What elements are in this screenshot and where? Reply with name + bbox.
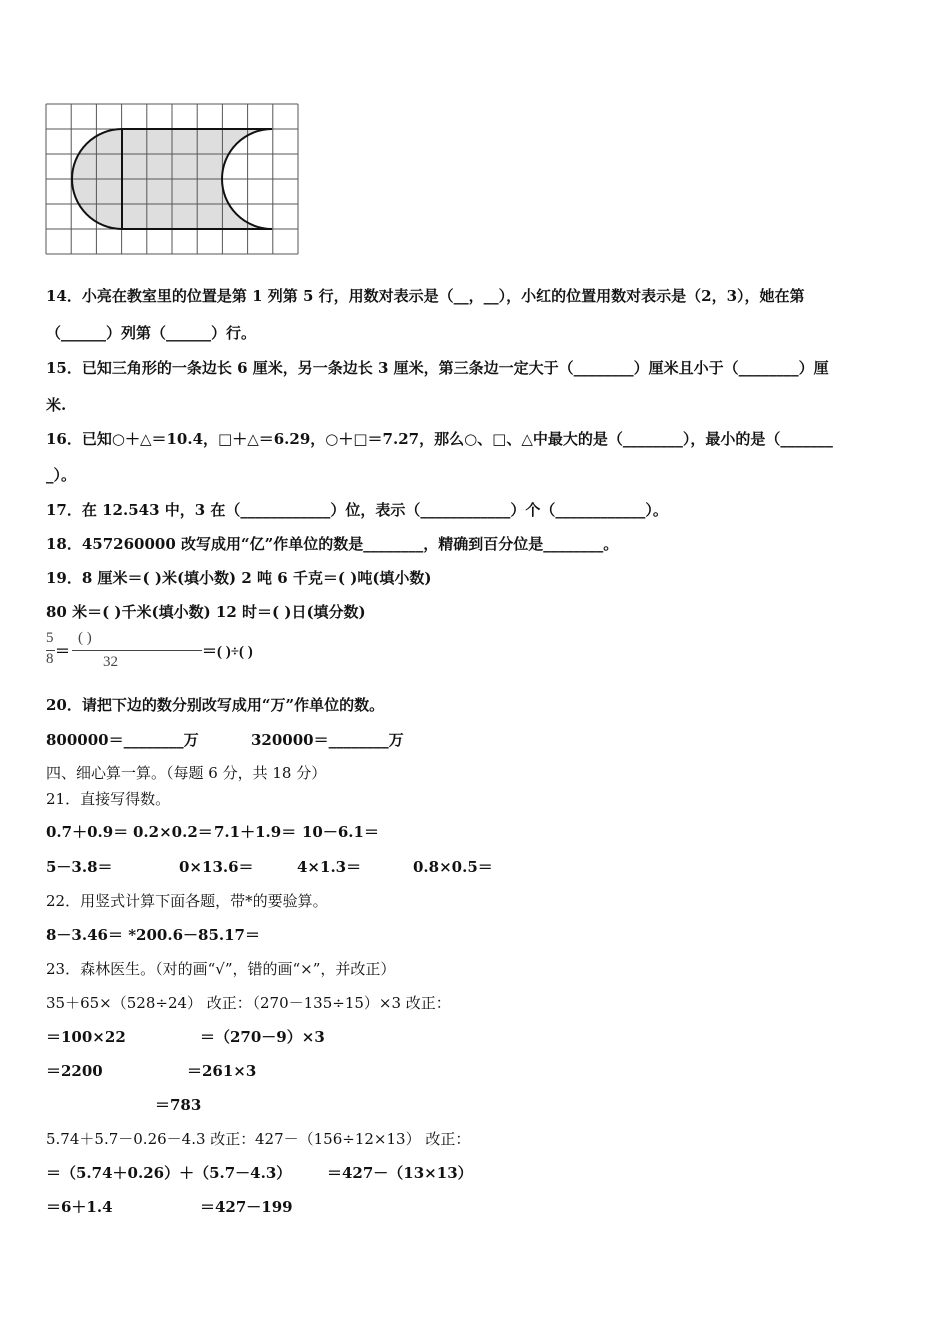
equals-sign: ＝ — [55, 644, 71, 660]
q14-line2: （______）列第（______）行。 — [46, 324, 257, 342]
q21-r2c1: 5－3.8＝ — [46, 858, 113, 876]
q16-line2: _）。 — [46, 466, 77, 484]
frac-denominator: 8 — [46, 651, 54, 667]
q23-c3: ＝6＋1.4 — [46, 1198, 113, 1216]
denominator-32: 32 — [103, 654, 118, 670]
q23-a1: 35＋65×（528÷24） 改正： — [46, 994, 252, 1012]
q18: 18．457260000 改写成用“亿”作单位的数是________，精确到百分位是________。 — [46, 535, 619, 553]
q21-r2c2: 0×13.6＝ — [179, 858, 254, 876]
q23-d1: 427－（156÷12×13） 改正： — [255, 1130, 471, 1148]
q19-line1: 19．8 厘米＝( )米(填小数) 2 吨 6 千克＝( )吨(填小数) — [46, 569, 432, 587]
q17: 17．在 12.543 中，3 在（____________）位，表示（____________）个（____________）。 — [46, 501, 668, 519]
q21-r1c4: 10－6.1＝ — [302, 823, 379, 841]
q21-r1c3: 7.1＋1.9＝ — [214, 823, 297, 841]
q16-line1: 16．已知○＋△＝10.4，□＋△＝6.29，○＋□＝7.27，那么○、□、△中最大的是（________），最小的是（_______ — [46, 430, 833, 448]
q15-line1: 15．已知三角形的一条边长 6 厘米，另一条边长 3 厘米，第三条边一定大于（________）厘米且小于（________）厘 — [46, 359, 829, 377]
q22-title: 22．用竖式计算下面各题，带*的要验算。 — [46, 892, 328, 910]
q23-d3: ＝427－199 — [200, 1198, 293, 1216]
frac-bar-2 — [72, 650, 202, 651]
q23-a2: ＝100×22 — [46, 1028, 126, 1046]
section4-heading: 四、细心算一算。（每题 6 分，共 18 分） — [46, 764, 327, 782]
q20-line1: 20．请把下边的数分别改写成用“万”作单位的数。 — [46, 696, 385, 714]
q23-c2: ＝（5.74＋0.26）＋（5.7－4.3） — [46, 1164, 292, 1182]
blank-numerator: ( ) — [78, 630, 92, 646]
q15-line2: 米. — [46, 396, 67, 414]
q22-items: 8－3.46＝ *200.6－85.17＝ — [46, 926, 260, 944]
division-tail: ＝( )÷( ) — [202, 644, 253, 660]
q21-title: 21．直接写得数。 — [46, 790, 171, 808]
grid-figure — [45, 103, 301, 258]
q21-r2c4: 0.8×0.5＝ — [413, 858, 493, 876]
q23-b3: ＝261×3 — [187, 1062, 257, 1080]
q20-item1: 800000＝________万 — [46, 731, 199, 749]
q21-r1c1: 0.7＋0.9＝ — [46, 823, 129, 841]
frac-numerator: 5 — [46, 630, 54, 646]
q21-r2c3: 4×1.3＝ — [297, 858, 362, 876]
q23-b2: ＝（270－9）×3 — [200, 1028, 325, 1046]
q23-c1: 5.74＋5.7－0.26－4.3 改正： — [46, 1130, 256, 1148]
q20-item2: 320000＝________万 — [251, 731, 404, 749]
q23-title: 23．森林医生。（对的画“√”，错的画“×”，并改正） — [46, 960, 396, 978]
q19-line2: 80 米＝( )千米(填小数) 12 时＝( )日(填分数) — [46, 603, 366, 621]
q21-r1c2: 0.2×0.2＝ — [133, 823, 213, 841]
grid-lines — [46, 104, 298, 254]
q23-a3: ＝2200 — [46, 1062, 103, 1080]
q23-d2: ＝427－（13×13） — [327, 1164, 473, 1182]
q23-b4: ＝783 — [155, 1096, 202, 1114]
q14-line1: 14．小亮在教室里的位置是第 1 列第 5 行，用数对表示是（__，__），小红的位置用数对表示是（2，3），她在第 — [46, 287, 805, 305]
q19-fraction-row — [46, 630, 346, 674]
q23-b1: （270－135÷15）×3 改正： — [245, 994, 451, 1012]
